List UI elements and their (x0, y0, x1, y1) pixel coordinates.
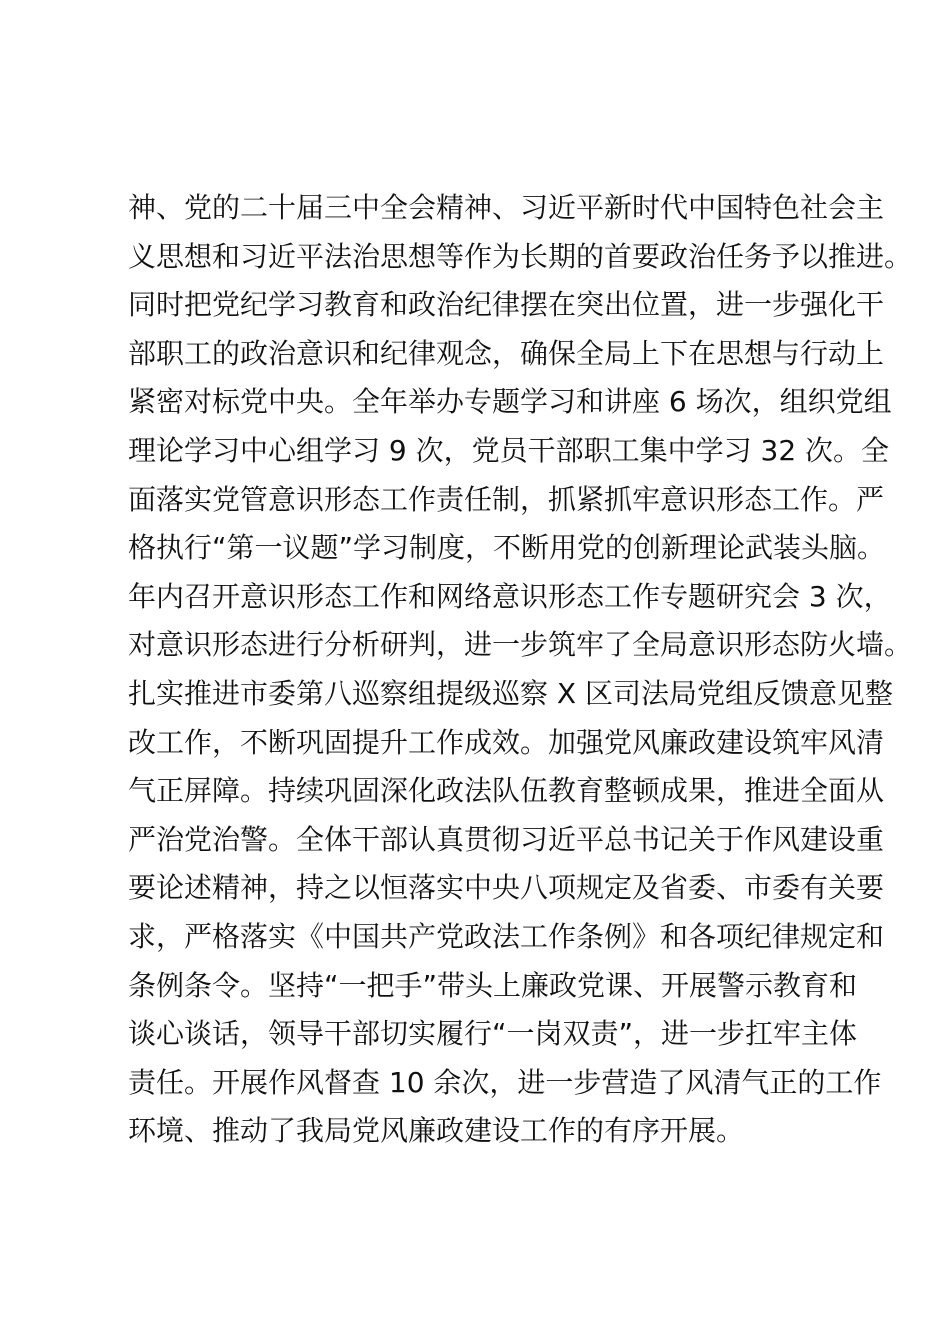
paragraph-line: 神、党的二十届三中全会精神、习近平新时代中国特色社会主 (128, 191, 885, 224)
paragraph-line: 部职工的政治意识和纪律观念，确保全局上下在思想与行动上 (128, 336, 885, 370)
paragraph-line: 改工作，不断巩固提升工作成效。加强党风廉政建设筑牢风清 (128, 725, 885, 759)
paragraph-line: 求，严格落实《中国共产党政法工作条例》和各项纪律规定和 (128, 919, 885, 953)
paragraph-line: 扎实推进市委第八巡察组提级巡察 X 区司法局党组反馈意见整 (128, 676, 893, 710)
paragraph-line: 义思想和习近平法治思想等作为长期的首要政治任务予以推进。 (128, 239, 913, 273)
paragraph-line: 条例条令。坚持“一把手”带头上廉政党课、开展警示教育和 (128, 968, 858, 1002)
paragraph-line: 谈心谈话，领导干部切实履行“一岗双责”，进一步扛牢主体 (128, 1017, 858, 1051)
paragraph-line: 面落实党管意识形态工作责任制，抓紧抓牢意识形态工作。严 (128, 482, 885, 516)
body-paragraph (128, 184, 913, 1156)
paragraph-line: 对意识形态进行分析研判，进一步筑牢了全局意识形态防火墙。 (128, 628, 913, 662)
paragraph-line: 理论学习中心组学习 9 次，党员干部职工集中学习 32 次。全 (128, 433, 890, 467)
paragraph-line: 环境、推动了我局党风廉政建设工作的有序开展。 (128, 1114, 745, 1148)
paragraph-line: 年内召开意识形态工作和网络意识形态工作专题研究会 3 次， (128, 579, 892, 613)
paragraph-line: 气正屏障。持续巩固深化政法队伍教育整顿成果，推进全面从 (128, 774, 885, 808)
paragraph-line: 严治党治警。全体干部认真贯彻习近平总书记关于作风建设重 (128, 822, 885, 856)
paragraph-line: 要论述精神，持之以恒落实中央八项规定及省委、市委有关要 (128, 871, 885, 905)
paragraph-line: 同时把党纪学习教育和政治纪律摆在突出位置，进一步强化干 (128, 288, 885, 322)
paragraph-line: 责任。开展作风督查 10 余次，进一步营造了风清气正的工作 (128, 1065, 882, 1099)
paragraph-line: 紧密对标党中央。全年举办专题学习和讲座 6 场次，组织党组 (128, 385, 892, 419)
paragraph-line: 格执行“第一议题”学习制度，不断用党的创新理论武装头脑。 (128, 531, 886, 565)
